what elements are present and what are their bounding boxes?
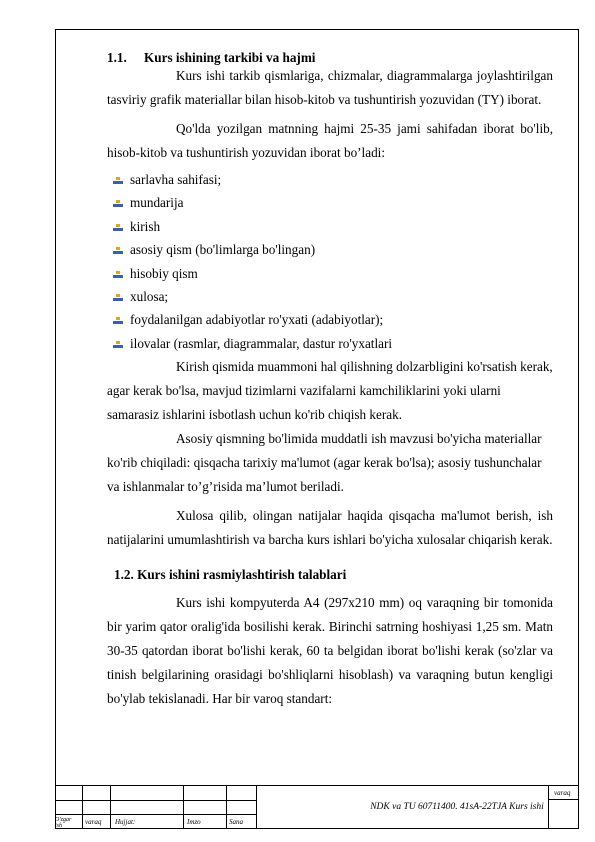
stamp-label-varaq: varaq	[85, 818, 102, 826]
paragraph-introduction: Kirish qismida muammoni hal qilishning dolzarbligini ko'rsatish kerak, agar kerak bo'lsa, mavjud tizimlarni vazifalarni kamchiliklarini yoki ularni samarasiz ishlarini isbotlash uchun ko'rib chiqish kerak.	[107, 359, 553, 423]
section-number: 1.1.	[107, 50, 127, 65]
list-item: asosiy qism (bo'limlarga bo'lingan)	[113, 238, 553, 261]
contents-list	[107, 168, 553, 355]
stacked-square-bullet-icon	[113, 247, 123, 255]
stacked-square-bullet-icon	[113, 271, 123, 279]
stacked-square-bullet-icon	[113, 341, 123, 349]
document-body	[107, 46, 553, 711]
stamp-label-sana: Sana	[229, 818, 243, 826]
list-item: foydalanilgan adabiyotlar ro'yxati (adabiyotlar);	[113, 308, 553, 331]
stamp-label-imzo: Imzo	[187, 818, 201, 826]
section-title: Kurs ishining tarkibi va hajmi	[144, 50, 316, 65]
paragraph-composition: Kurs ishi tarkib qismlariga, chizmalar, diagrammalarga joylashtirilgan tasviriy grafik materiallar bilan hisob-kitob va tushuntirish yozuvidan (TY) iborat.	[107, 68, 553, 107]
stacked-square-bullet-icon	[113, 200, 123, 208]
paragraph-conclusion: Xulosa qilib, olingan natijalar haqida qisqacha ma'lumot berish, ish natijalarini umumlashtirish va barcha kurs ishlari bo'yicha xulosalar chiqarish kerak.	[107, 508, 553, 548]
stacked-square-bullet-icon	[113, 294, 123, 302]
list-item: sarlavha sahifasi;	[113, 168, 553, 191]
stamp-label-sheet: varaq	[554, 789, 571, 797]
section-heading-1-2: 1.2. Kurs ishini rasmiylashtirish talablari	[114, 567, 347, 583]
stacked-square-bullet-icon	[113, 317, 123, 325]
stamp-label-ozgarish: O'zgar ish	[55, 817, 72, 829]
document-code: NDK va TU 60711400. 41sA-22TJA Kurs ishi	[370, 802, 544, 812]
list-item: kirish	[113, 215, 553, 238]
stacked-square-bullet-icon	[113, 224, 123, 232]
list-item: ilovalar (rasmlar, diagrammalar, dastur ro'yxatlari	[113, 332, 553, 355]
stacked-square-bullet-icon	[113, 177, 123, 185]
stamp-label-hujjat: Hujjat:	[115, 818, 136, 826]
list-item: mundarija	[113, 191, 553, 214]
paragraph-main-part: Asosiy qismning bo'limida muddatli ish mavzusi bo'yicha materiallar ko'rib chiqiladi: qisqacha tarixiy ma'lumot (agar kerak bo'lsa); asosiy tushunchalar va ishlanmalar to’g’risida ma’lumot beriladi.	[107, 431, 542, 495]
paragraph-volume: Qo'lda yozilgan matnning hajmi 25-35 jami sahifadan iborat bo'lib, hisob-kitob va tushuntirish yozuvidan iborat bo’ladi:	[107, 121, 553, 160]
paragraph-formatting: Kurs ishi kompyuterda A4 (297x210 mm) oq varaqning bir tomonida bir yarim qator oralig'ida bosilishi kerak. Birinchi satrning hoshiyasi 1,25 sm. Matn 30-35 qatordan iborat bo'lishi kerak, 60 ta belgidan iborat bo'lishi kerak (so'zlar va tinish belgilarining orasidagi bo'shliqlarni hisoblash) va varaqning butun kengligi bo'ylab tekislanadi. Har bir varoq standart:	[107, 595, 553, 707]
title-block-stamp	[55, 785, 579, 829]
list-item: hisobiy qism	[113, 262, 553, 285]
list-item: xulosa;	[113, 285, 553, 308]
